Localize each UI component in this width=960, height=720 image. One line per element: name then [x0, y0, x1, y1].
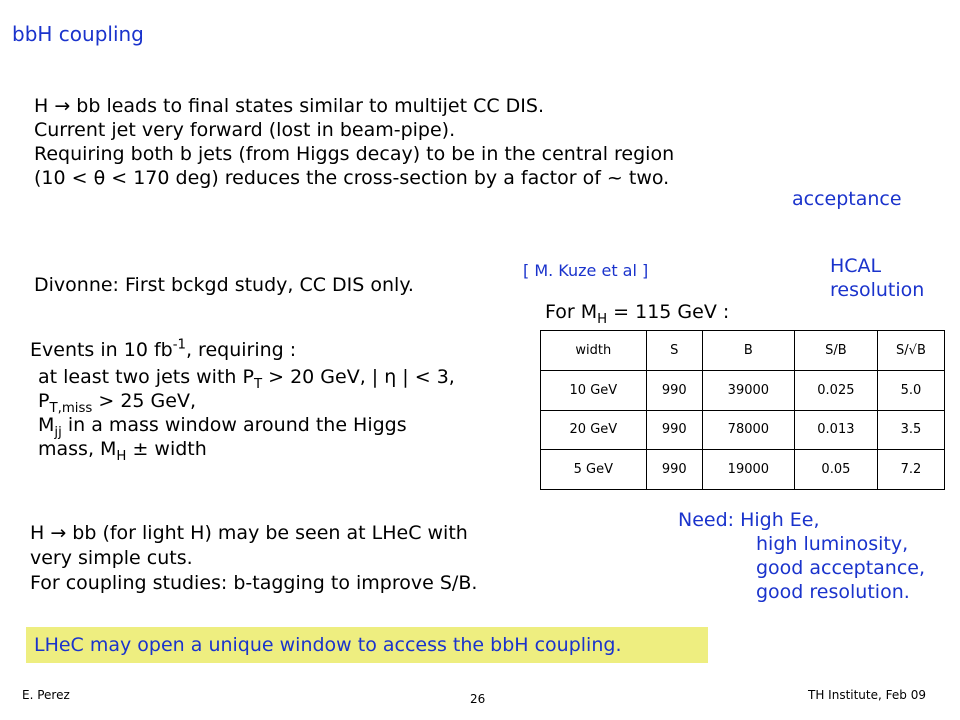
table-header-cell: B: [702, 331, 794, 371]
conclusion-line: H → bb (for light H) may be seen at LHeC with: [30, 522, 468, 544]
footer-author: E. Perez: [22, 688, 70, 702]
table-header-cell: S/√B: [877, 331, 944, 371]
table-cell: 0.05: [794, 450, 877, 490]
footer-venue: TH Institute, Feb 09: [808, 688, 926, 702]
mass-caption-sub: H: [597, 311, 608, 327]
table-cell: 7.2: [877, 450, 944, 490]
table-cell: 990: [646, 410, 702, 450]
table-cell: 10 GeV: [541, 370, 647, 410]
intro-line: Requiring both b jets (from Higgs decay) to be in the central region: [34, 143, 675, 165]
table-header-row: [541, 331, 945, 371]
intro-line: H → bb leads to final states similar to multijet CC DIS.: [34, 95, 544, 117]
table-cell: 78000: [702, 410, 794, 450]
conclusion-line: very simple cuts.: [30, 547, 193, 569]
events-line: Events in 10 $fb^{-1}$, requiring :: [30, 337, 297, 361]
table-row: [541, 410, 945, 450]
table-cell: 39000: [702, 370, 794, 410]
table-cell: 0.013: [794, 410, 877, 450]
events-line: $P_{T,miss} > 25$ GeV,: [38, 390, 196, 416]
slide-title: bbH coupling: [12, 22, 144, 46]
events-block: [30, 336, 455, 464]
table-cell: 0.025: [794, 370, 877, 410]
table-header-cell: width: [541, 331, 647, 371]
conclusion-paragraph: [30, 521, 477, 596]
table-cell: 19000: [702, 450, 794, 490]
mass-caption: [545, 300, 730, 327]
table-cell: 5 GeV: [541, 450, 647, 490]
events-line: mass, $M_H$ ± width: [38, 438, 207, 464]
requirements-line: Need: High Ee,: [678, 509, 820, 531]
requirements-line: good resolution.: [756, 581, 910, 603]
intro-line: Current jet very forward (lost in beam-pipe).: [34, 119, 456, 141]
intro-line: (10 < θ < 170 deg) reduces the cross-section by a factor of ~ two.: [34, 167, 670, 189]
citation: [ M. Kuze et al ]: [523, 261, 649, 280]
events-line: at least two jets with $P_T > 20$ GeV, | η | < 3,: [38, 366, 455, 392]
hcal-line: resolution: [830, 279, 925, 301]
divonne-note: Divonne: First bckgd study, CC DIS only.: [34, 274, 414, 296]
intro-paragraph: [34, 94, 674, 190]
table-row: [541, 370, 945, 410]
table-row: [541, 450, 945, 490]
events-line: $M_{jj}$ in a mass window around the Higgs: [38, 414, 407, 440]
table-cell: 20 GeV: [541, 410, 647, 450]
conclusion-line: For coupling studies: b-tagging to improve S/B.: [30, 572, 478, 594]
table-cell: 5.0: [877, 370, 944, 410]
table-header-cell: S/B: [794, 331, 877, 371]
footer-page-number: 26: [470, 692, 486, 706]
table-cell: 990: [646, 370, 702, 410]
requirements-line: good acceptance,: [756, 557, 926, 579]
requirements-line: high luminosity,: [756, 533, 909, 555]
conclusion-highlight-text: LHeC may open a unique window to access the bbH coupling.: [34, 634, 622, 656]
table-header-cell: S: [646, 331, 702, 371]
mass-caption-prefix: For M: [545, 301, 598, 323]
acceptance-label: acceptance: [792, 188, 902, 210]
hcal-label: [830, 254, 924, 302]
table-cell: 990: [646, 450, 702, 490]
mass-caption-suffix: = 115 GeV :: [607, 301, 730, 323]
results-table: [540, 330, 945, 490]
table-cell: 3.5: [877, 410, 944, 450]
hcal-line: HCAL: [830, 255, 882, 277]
requirements-block: [678, 508, 925, 604]
